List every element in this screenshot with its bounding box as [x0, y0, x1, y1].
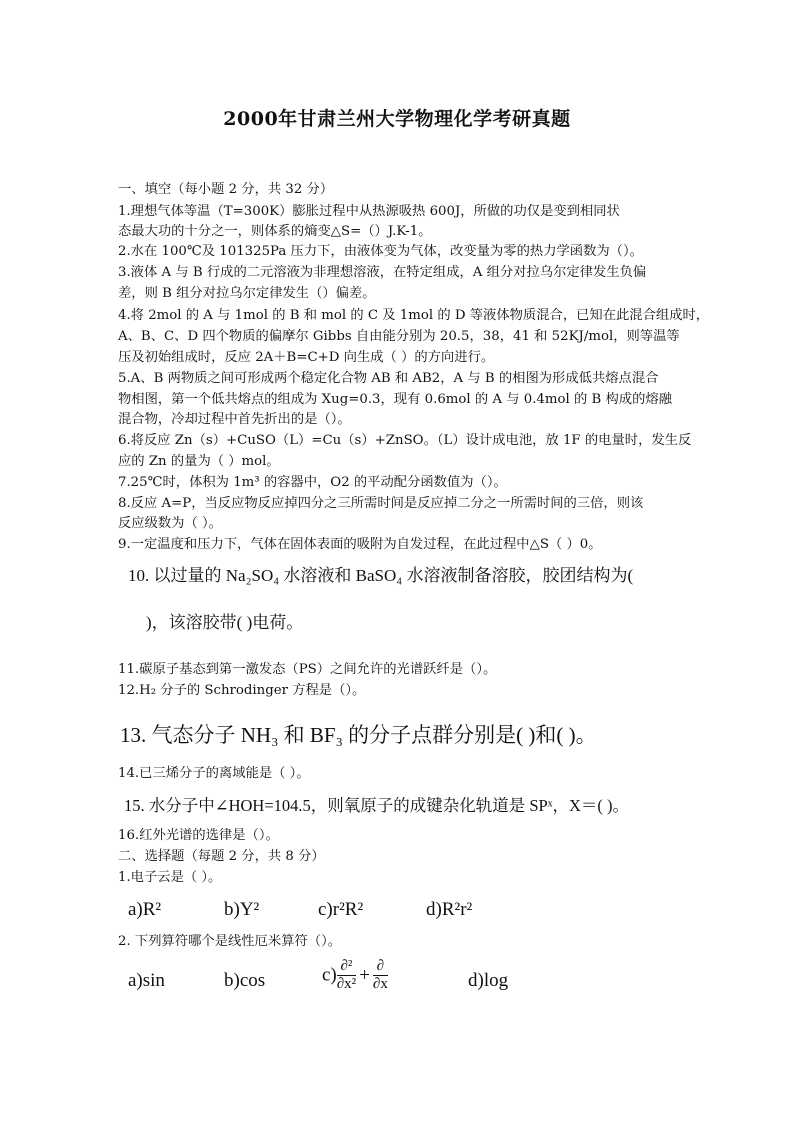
page-title: 2000年甘肃兰州大学物理化学考研真题 [223, 108, 571, 130]
question-4-line-3: 压及初始组成时，反应 2A＋B=C+D 向生成（ ）的方向进行。 [118, 350, 495, 365]
plus-sign: + [359, 964, 370, 986]
question-1-line-2: 态最大功的十分之一，则体系的熵变△S=（）J.K-1。 [118, 224, 432, 239]
fraction-numerator: ∂² [337, 958, 356, 976]
question-10-line-2: )，该溶胶带( )电荷。 [146, 613, 304, 632]
question-8-line-1: 8.反应 A=P，当反应物反应掉四分之三所需时间是反应掉二分之一所需时间的三倍，则该 [118, 496, 644, 511]
question-7: 7.25℃时，体积为 1m³ 的容器中，O2 的平动配分函数值为（）。 [118, 475, 507, 490]
second-partial-derivative [337, 958, 356, 993]
mc2-option-b: b)cos [224, 970, 266, 991]
mc2-option-d: d)log [468, 970, 509, 991]
fraction-numerator: ∂ [373, 958, 388, 976]
question-3-line-2: 差，则 B 组分对拉乌尔定律发生（）偏差。 [118, 286, 376, 301]
question-3-line-1: 3.液体 A 与 B 行成的二元溶液为非理想溶液，在特定组成，A 组分对拉乌尔定律发生负偏 [118, 265, 647, 280]
question-6-line-2: 应的 Zn 的量为（ ）mol。 [118, 454, 280, 469]
question-14: 14.已三烯分子的离域能是（ ）。 [118, 766, 310, 781]
section-1-heading: 一、填空（每小题 2 分，共 32 分） [118, 182, 334, 197]
question-5-line-3: 混合物，冷却过程中首先折出的是（）。 [118, 412, 351, 427]
mc1-option-d: d)R²r² [426, 899, 473, 920]
mc2-option-a: a)sin [128, 970, 165, 991]
question-1-line-1: 1.理想气体等温（T=300K）膨胀过程中从热源吸热 600J，所做的功仅是变到相同状 [118, 204, 620, 219]
question-10-line-1: 10. 以过量的 Na₂SO₄ 水溶液和 BaSO₄ 水溶液制备溶胶，胶团结构为( [128, 566, 634, 585]
question-16: 16.红外光谱的选律是（）。 [118, 828, 279, 843]
question-4-line-1: 4.将 2mol 的 A 与 1mol 的 B 和 mol 的 C 及 1mol 的 D 等液体物质混合，已知在此混合组成时， [118, 308, 710, 323]
question-13: 13. 气态分子 NH₃ 和 BF₃ 的分子点群分别是( )和( )。 [120, 723, 597, 747]
fraction-denominator: ∂x² [336, 976, 357, 992]
first-partial-derivative [373, 958, 388, 993]
mc2-option-c [322, 958, 388, 993]
mc2-option-c-label: c) [322, 964, 337, 986]
mc1-option-a: a)R² [128, 899, 162, 920]
section-2-heading: 二、选择题（每题 2 分，共 8 分） [118, 849, 325, 864]
question-15: 15. 水分子中∠HOH=104.5，则氧原子的成键杂化轨道是 SPˣ，X＝( )。 [124, 796, 630, 815]
question-12: 12.H₂ 分子的 Schrodinger 方程是（）。 [118, 683, 366, 698]
fraction-denominator: ∂x [372, 976, 388, 992]
question-8-line-2: 反应级数为（ ）。 [118, 516, 222, 531]
question-4-line-2: A、B、C、D 四个物质的偏摩尔 Gibbs 自由能分别为 20.5，38，41 和 52KJ/mol，则等温等 [118, 329, 680, 344]
question-5-line-2: 物相图，第一个低共熔点的组成为 Xug=0.3，现有 0.6mol 的 A 与 0.4mol 的 B 构成的熔融 [118, 392, 672, 407]
question-11: 11.碳原子基态到第一激发态（PS）之间允许的光谱跃纤是（）。 [118, 662, 497, 677]
question-5-line-1: 5.A、B 两物质之间可形成两个稳定化合物 AB 和 AB2，A 与 B 的相图为形成低共熔点混合 [118, 371, 659, 386]
question-6-line-1: 6.将反应 Zn（s）+CuSO（L）=Cu（s）+ZnSO。（L）设计成电池，放 1F 的电量时，发生反 [118, 433, 692, 448]
mc1-option-b: b)Y² [224, 899, 260, 920]
mc-question-2: 2. 下列算符哪个是线性厄米算符（）。 [118, 934, 342, 949]
question-2: 2.水在 100℃及 101325Pa 压力下，由液体变为气体，改变量为零的热力学函数为（）。 [118, 244, 643, 259]
question-9: 9.一定温度和压力下，气体在固体表面的吸附为自发过程，在此过程中△S（ ）0。 [118, 537, 602, 552]
mc1-option-c: c)r²R² [318, 899, 364, 920]
mc-question-1: 1.电子云是（ ）。 [118, 870, 222, 885]
